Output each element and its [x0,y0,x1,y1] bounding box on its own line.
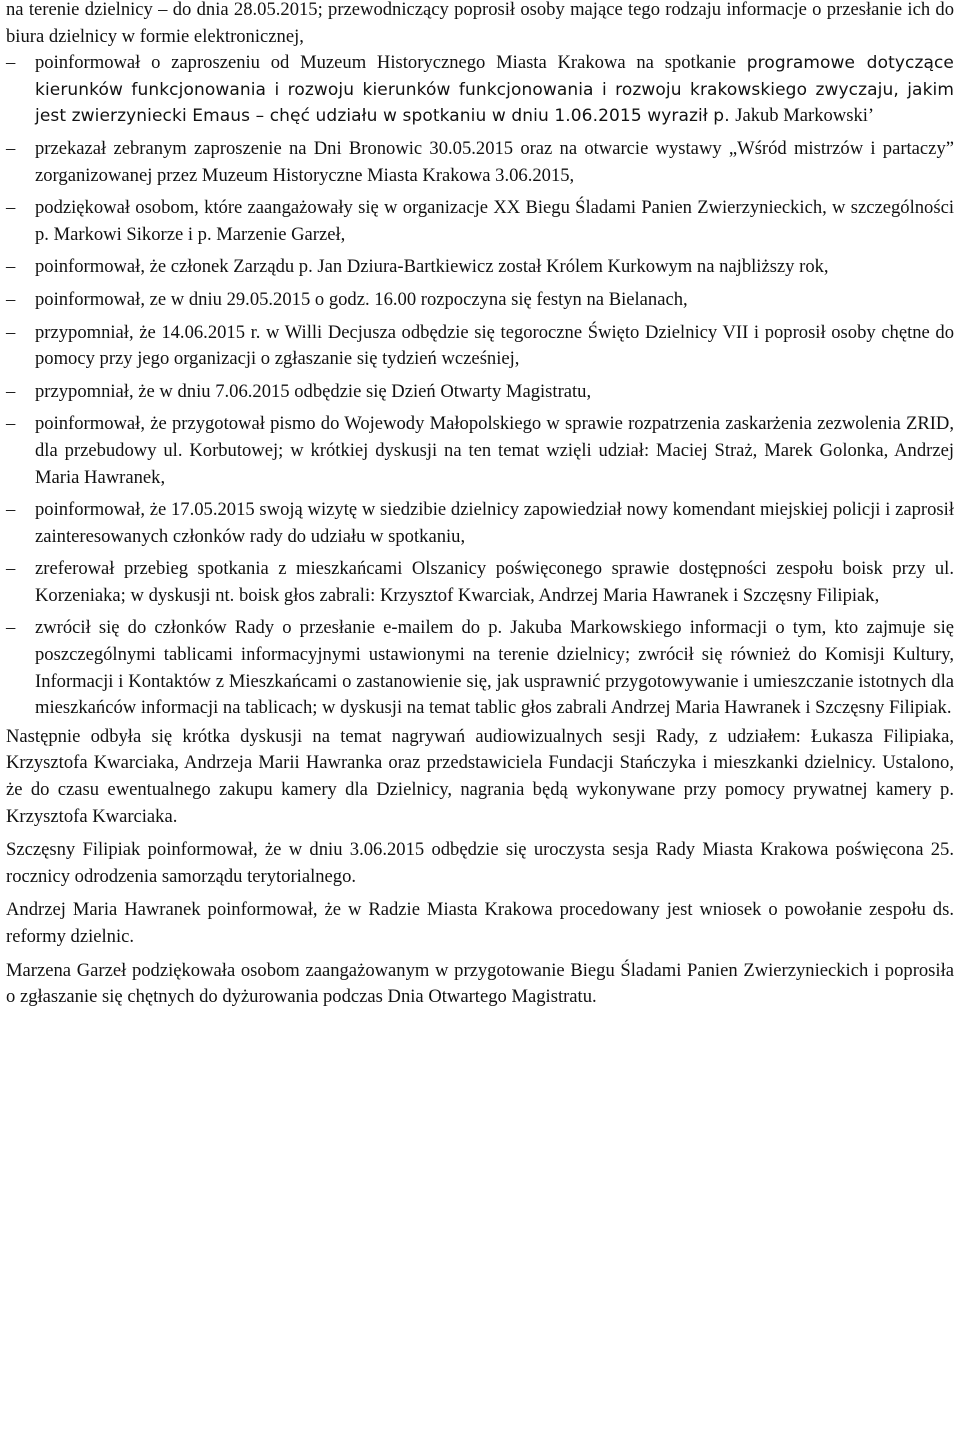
list-item-text: podziękował osobom, które zaangażowały się w organizacje XX Biegu Śladami Panien Zwierzynieckich, w szczególności p. Markowi Sikorze i p. Marzenie Garzeł, [35,197,954,245]
dash-bullet: – [6,558,16,580]
dash-bullet: – [6,52,16,74]
dash-bullet: – [6,321,16,343]
list-item-text: poinformował o zaproszeniu od Muzeum Historycznego Miasta Krakowa na spotkanie [35,52,747,74]
list-item-text: zwrócił się do członków Rady o przesłanie e-mailem do p. Jakuba Markowskiego informacji o tym, kto zajmuje się poszczególnymi tablicami informacyjnymi ustawionymi na terenie dzielnicy; zwrócił się również do Komisji Kultury, Informacji i Kontaktów z Mieszkańcami o zastanowienie się, jak usprawnić przygotowywanie i umieszczanie istotnych dla mieszkańców informacji na tablicach; w dyskusji na temat tablic głos zabrali Andrzej Maria Hawranek i Szczęsny Filipiak. [35,617,954,719]
dash-bullet: – [6,380,16,402]
list-item [6,195,954,248]
list-item-text: poinformował, że 17.05.2015 swoją wizytę w siedzibie dzielnicy zapowiedział nowy komendant miejskiej policji i zaprosił zainteresowanych członków rady do udziału w spotkaniu, [35,499,954,547]
list-item-text-sans: programowe dotyczące kierunków funkcjonowania i rozwoju kierunków funkcjonowania i rozwoju krakowskiego zwyczaju, jakim jest zwierzyniecki Emaus – chęć udziału w spotkaniu w dniu 1.06.2015 wyraził p. [35,53,954,127]
list-item-text: zreferował przebieg spotkania z mieszkańcami Olszanicy poświęconego sprawie dostępności zespołu boisk przy ul. Korzeniaka; w dyskusji nt. boisk głos zabrali: Krzysztof Kwarciak, Andrzej Maria Hawranek i Szczęsny Filipiak, [35,558,954,606]
list-item [6,320,954,373]
list-item-text: przypomniał, że 14.06.2015 r. w Willi Decjusza odbędzie się tegoroczne Święto Dzielnicy VII i poprosił osoby chętne do pomocy przy jego organizacji o zgłaszanie się tydzień wcześniej, [35,321,954,370]
dash-bullet: – [6,617,16,639]
list-item [6,556,954,609]
dash-bullet: – [6,137,16,159]
body-paragraph: Szczęsny Filipiak poinformował, że w dniu 3.06.2015 odbędzie się uroczysta sesja Rady Miasta Krakowa poświęcona 25. rocznicy odrodzenia samorządu terytorialnego. [6,839,954,887]
body-paragraph: Marzena Garzeł podziękowała osobom zaangażowanym w przygotowanie Biegu Śladami Panien Zwierzynieckich i poprosiła o zgłaszanie się chętnych do dyżurowania podczas Dnia Otwartego Magistratu. [6,959,954,1008]
list-item [6,615,954,721]
list-item-text: przekazał zebranym zaproszenie na Dni Bronowic 30.05.2015 oraz na otwarcie wystawy „Wśród mistrzów i partaczy” zorganizowanej przez Muzeum Historyczne Miasta Krakowa 3.06.2015, [35,137,954,186]
dash-bullet: – [6,197,16,219]
list-item-text: poinformował, ze w dniu 29.05.2015 o godz. 16.00 rozpoczyna się festyn na Bielanach, [35,288,688,310]
intro-paragraph: na terenie dzielnicy – do dnia 28.05.2015; przewodniczący poprosił osoby mające tego rodzaju informacje o przesłanie ich do biura dzielnicy w formie elektronicznej, [6,0,954,47]
list-item-text-end: Jakub Markowski’ [735,105,875,127]
body-paragraph: Następnie odbyła się krótka dyskusji na temat nagrywań audiowizualnych sesji Rady, z udziałem: Łukasza Filipiaka, Krzysztofa Kwarciaka, Andrzeja Marii Hawranka oraz przedstawiciela Fundacji Stańczyka i mieszkanki dzielnicy. Ustalono, że do czasu ewentualnego zakupu kamery dla Dzielnicy, nagrania będą wykonywane przy pomocy prywatnej kamery p. Krzysztofa Kwarciaka. [6,725,954,827]
list-item-text: poinformował, że przygotował pismo do Wojewody Małopolskiego w sprawie rozpatrzenia zaskarżenia zezwolenia ZRID, dla przebudowy ul. Korbutowej; w krótkiej dyskusji na ten temat wzięli udział: Maciej Straż, Marek Golonka, Andrzej Maria Hawranek, [35,413,954,488]
dash-bullet: – [6,288,16,310]
list-item [6,287,954,314]
list-item-text: przypomniał, że w dniu 7.06.2015 odbędzie się Dzień Otwarty Magistratu, [35,380,592,402]
dash-bullet: – [6,256,16,278]
body-paragraph: Andrzej Maria Hawranek poinformował, że w Radzie Miasta Krakowa procedowany jest wniosek o powołanie zespołu ds. reformy dzielnic. [6,899,954,947]
list-item [6,411,954,491]
list-item [6,136,954,189]
list-item [6,497,954,550]
list-item [6,379,954,406]
bullet-list [6,50,954,722]
list-item [6,50,954,130]
list-item-text: poinformował, że członek Zarządu p. Jan Dziura-Bartkiewicz został Królem Kurkowym na najbliższy rok, [35,256,829,278]
list-item [6,254,954,281]
dash-bullet: – [6,413,16,435]
dash-bullet: – [6,499,16,521]
